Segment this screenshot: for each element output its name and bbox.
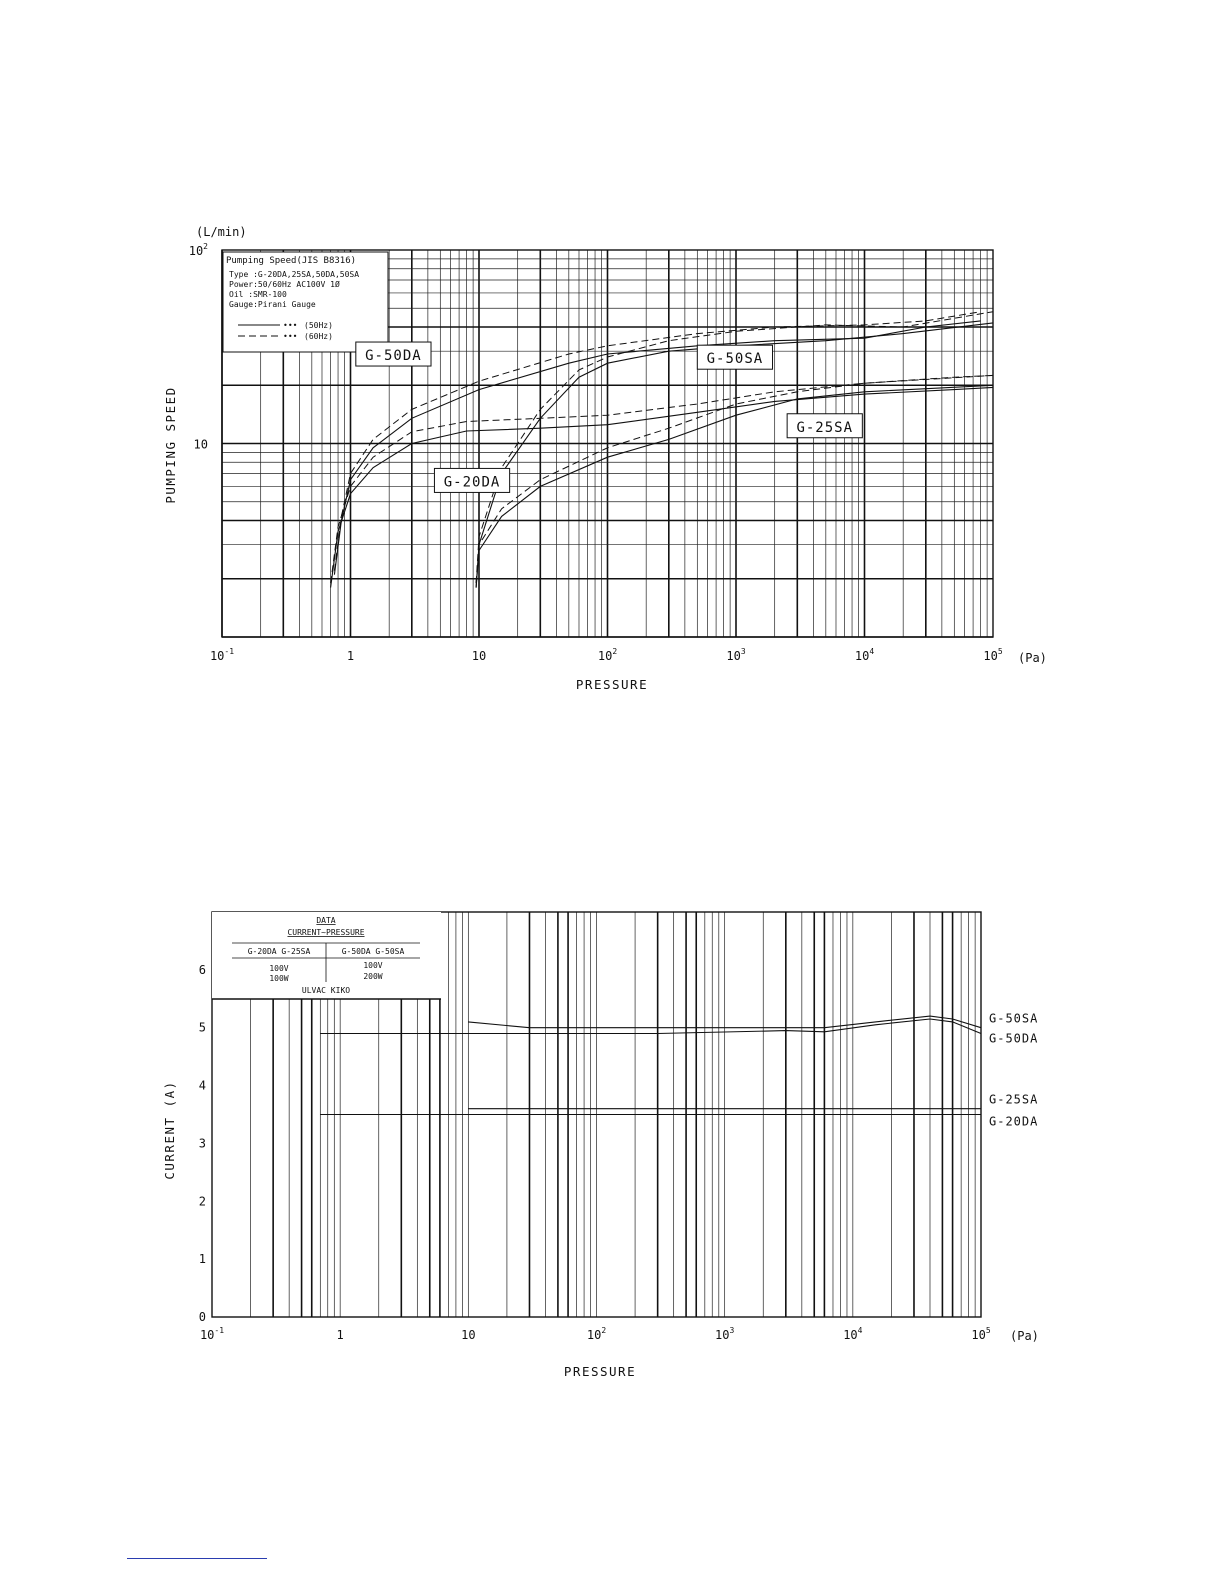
legend-dashed-label: (60Hz) [304, 332, 333, 341]
info-line-gauge: Gauge:Pirani Gauge [229, 300, 316, 309]
x-tick-label: $10^{-1}$ [209, 647, 235, 663]
current-pressure-chart [0, 890, 1224, 1410]
legend-dots-2: ••• [283, 332, 298, 341]
y-axis-title: PUMPING SPEED [163, 386, 178, 504]
series-label-g-20da: G-20DA [989, 1114, 1039, 1129]
annotation-g-20da: G-20DA [443, 474, 501, 491]
y-tick-label-2: 6 [198, 962, 206, 977]
x-tick-label: 10 [471, 649, 487, 663]
y-tick-label-2: 3 [198, 1136, 206, 1151]
x-tick-label-2: 10 [461, 1328, 476, 1342]
series-label-g-25sa: G-25SA [989, 1092, 1039, 1107]
series-label-g-50sa: G-50SA [989, 1011, 1039, 1026]
x-tick-label-2: $10^2$ [586, 1326, 607, 1342]
x-tick-label-2: 1 [336, 1328, 344, 1342]
series-g-20da-60hz [331, 375, 993, 583]
y-tick-label-2: 1 [198, 1252, 206, 1267]
pumping-speed-annotations [356, 342, 863, 492]
info-voltage-1: 100V [269, 964, 289, 973]
y-tick-label-2: 2 [198, 1194, 206, 1209]
x-tick-label-2: $10^4$ [843, 1326, 863, 1342]
x-tick-label-2: $10^3$ [715, 1326, 735, 1342]
current-tick-labels [199, 963, 991, 1342]
x-tick-label-2: $10^5$ [971, 1326, 991, 1342]
info-col-2: G-50DA G-50SA [341, 947, 405, 956]
y-tick-label-2: 0 [198, 1310, 206, 1324]
current-curves [320, 1016, 981, 1114]
info-title: Pumping Speed(JIS B8316) [226, 256, 357, 266]
series-g-20da-50hz [331, 387, 993, 587]
annotation-g-25sa: G-25SA [796, 419, 854, 436]
info-line-type: Type :G-20DA,25SA,50DA,50SA [229, 270, 360, 279]
info-table-title: DATA [316, 916, 336, 925]
x-unit-label-2: (Pa) [1010, 1329, 1039, 1343]
footnote-rule [127, 1558, 267, 1559]
info-col-1: G-20DA G-25SA [247, 947, 311, 956]
y-unit-label: (L/min) [196, 225, 247, 239]
x-tick-label: 1 [346, 649, 355, 663]
y-tick-label: $10^2$ [188, 242, 208, 258]
x-tick-label: $10^2$ [597, 647, 618, 663]
y-tick-label: 10 [193, 437, 208, 452]
y-tick-label-2: 4 [198, 1078, 206, 1093]
pumping-speed-chart [0, 200, 1224, 960]
x-unit-label: (Pa) [1018, 651, 1047, 665]
x-axis-title-2: PRESSURE [563, 1364, 637, 1379]
x-tick-label: $10^3$ [726, 647, 746, 663]
y-tick-label-2: 5 [198, 1020, 206, 1035]
x-tick-label: $10^4$ [854, 647, 875, 663]
info-voltage-2: 100V [363, 961, 383, 970]
legend-solid-label: (50Hz) [304, 321, 333, 330]
y-axis-title-2: CURRENT (A) [162, 1080, 177, 1180]
info-power-1: 100W [269, 974, 289, 983]
annotation-g-50da: G-50DA [365, 348, 422, 365]
info-power-2: 200W [363, 972, 383, 981]
annotation-g-50sa: G-50SA [706, 351, 764, 368]
series-label-g-50da: G-50DA [989, 1031, 1039, 1046]
legend-dots-1: ••• [283, 321, 298, 330]
x-tick-label: $10^5$ [983, 647, 1003, 663]
current-info-table [212, 912, 441, 999]
info-table-footer: ULVAC KIKO [301, 986, 351, 995]
info-table-subtitle: CURRENT~PRESSURE [287, 928, 365, 937]
info-line-oil: Oil :SMR-100 [229, 290, 287, 299]
info-line-power: Power:50/60Hz AC100V 1Ø [229, 280, 340, 289]
pumping-speed-info-box [223, 252, 388, 352]
current-series-labels [989, 1012, 1038, 1129]
x-axis-title: PRESSURE [575, 677, 649, 692]
x-tick-label-2: $10^{-1}$ [199, 1326, 225, 1342]
